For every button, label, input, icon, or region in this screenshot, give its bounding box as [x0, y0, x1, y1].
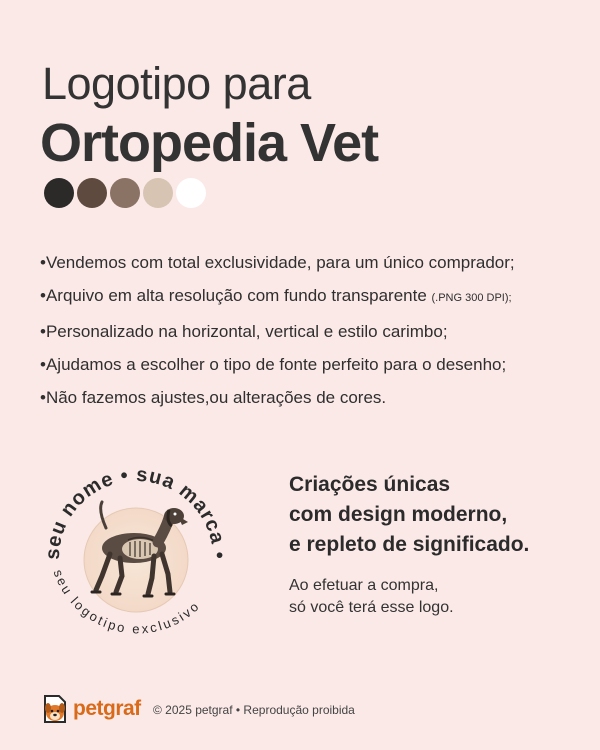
file-format-note: (.PNG 300 DPI); [431, 292, 512, 304]
brand-name: petgraf [73, 697, 141, 720]
feature-item: •Personalizado na horizontal, vertical e estilo carimbo; [40, 322, 448, 341]
swatch-1 [44, 178, 74, 208]
color-palette [44, 178, 206, 208]
feature-item: •Não fazemos ajustes,ou alterações de cores. [40, 388, 387, 407]
brand-logo [42, 694, 141, 724]
swatch-2 [77, 178, 107, 208]
seal-top-text: seu nome • sua marca • [41, 463, 231, 561]
feature-item: •Vendemos com total exclusividade, para um único comprador; [40, 253, 515, 272]
subheadline: Ao efetuar a compra, só você terá esse logo. [289, 577, 454, 616]
logo-seal [36, 458, 236, 658]
headline: Criações únicas com design moderno, e repleto de significado. [289, 473, 530, 556]
swatch-4 [143, 178, 173, 208]
feature-item: •Arquivo em alta resolução com fundo transparente (.PNG 300 DPI); [40, 286, 512, 305]
title-line-1: Logotipo para [42, 58, 311, 109]
swatch-3 [110, 178, 140, 208]
copyright-text: © 2025 petgraf • Reprodução proibida [153, 703, 355, 717]
feature-item: •Ajudamos a escolher o tipo de fonte perfeito para o desenho; [40, 355, 507, 374]
seal-bottom-text: seu logotipo exclusivo [50, 567, 204, 637]
title-line-2: Ortopedia Vet [40, 113, 379, 173]
swatch-5 [176, 178, 206, 208]
dog-face-icon [42, 694, 68, 724]
feature-list [40, 246, 515, 414]
